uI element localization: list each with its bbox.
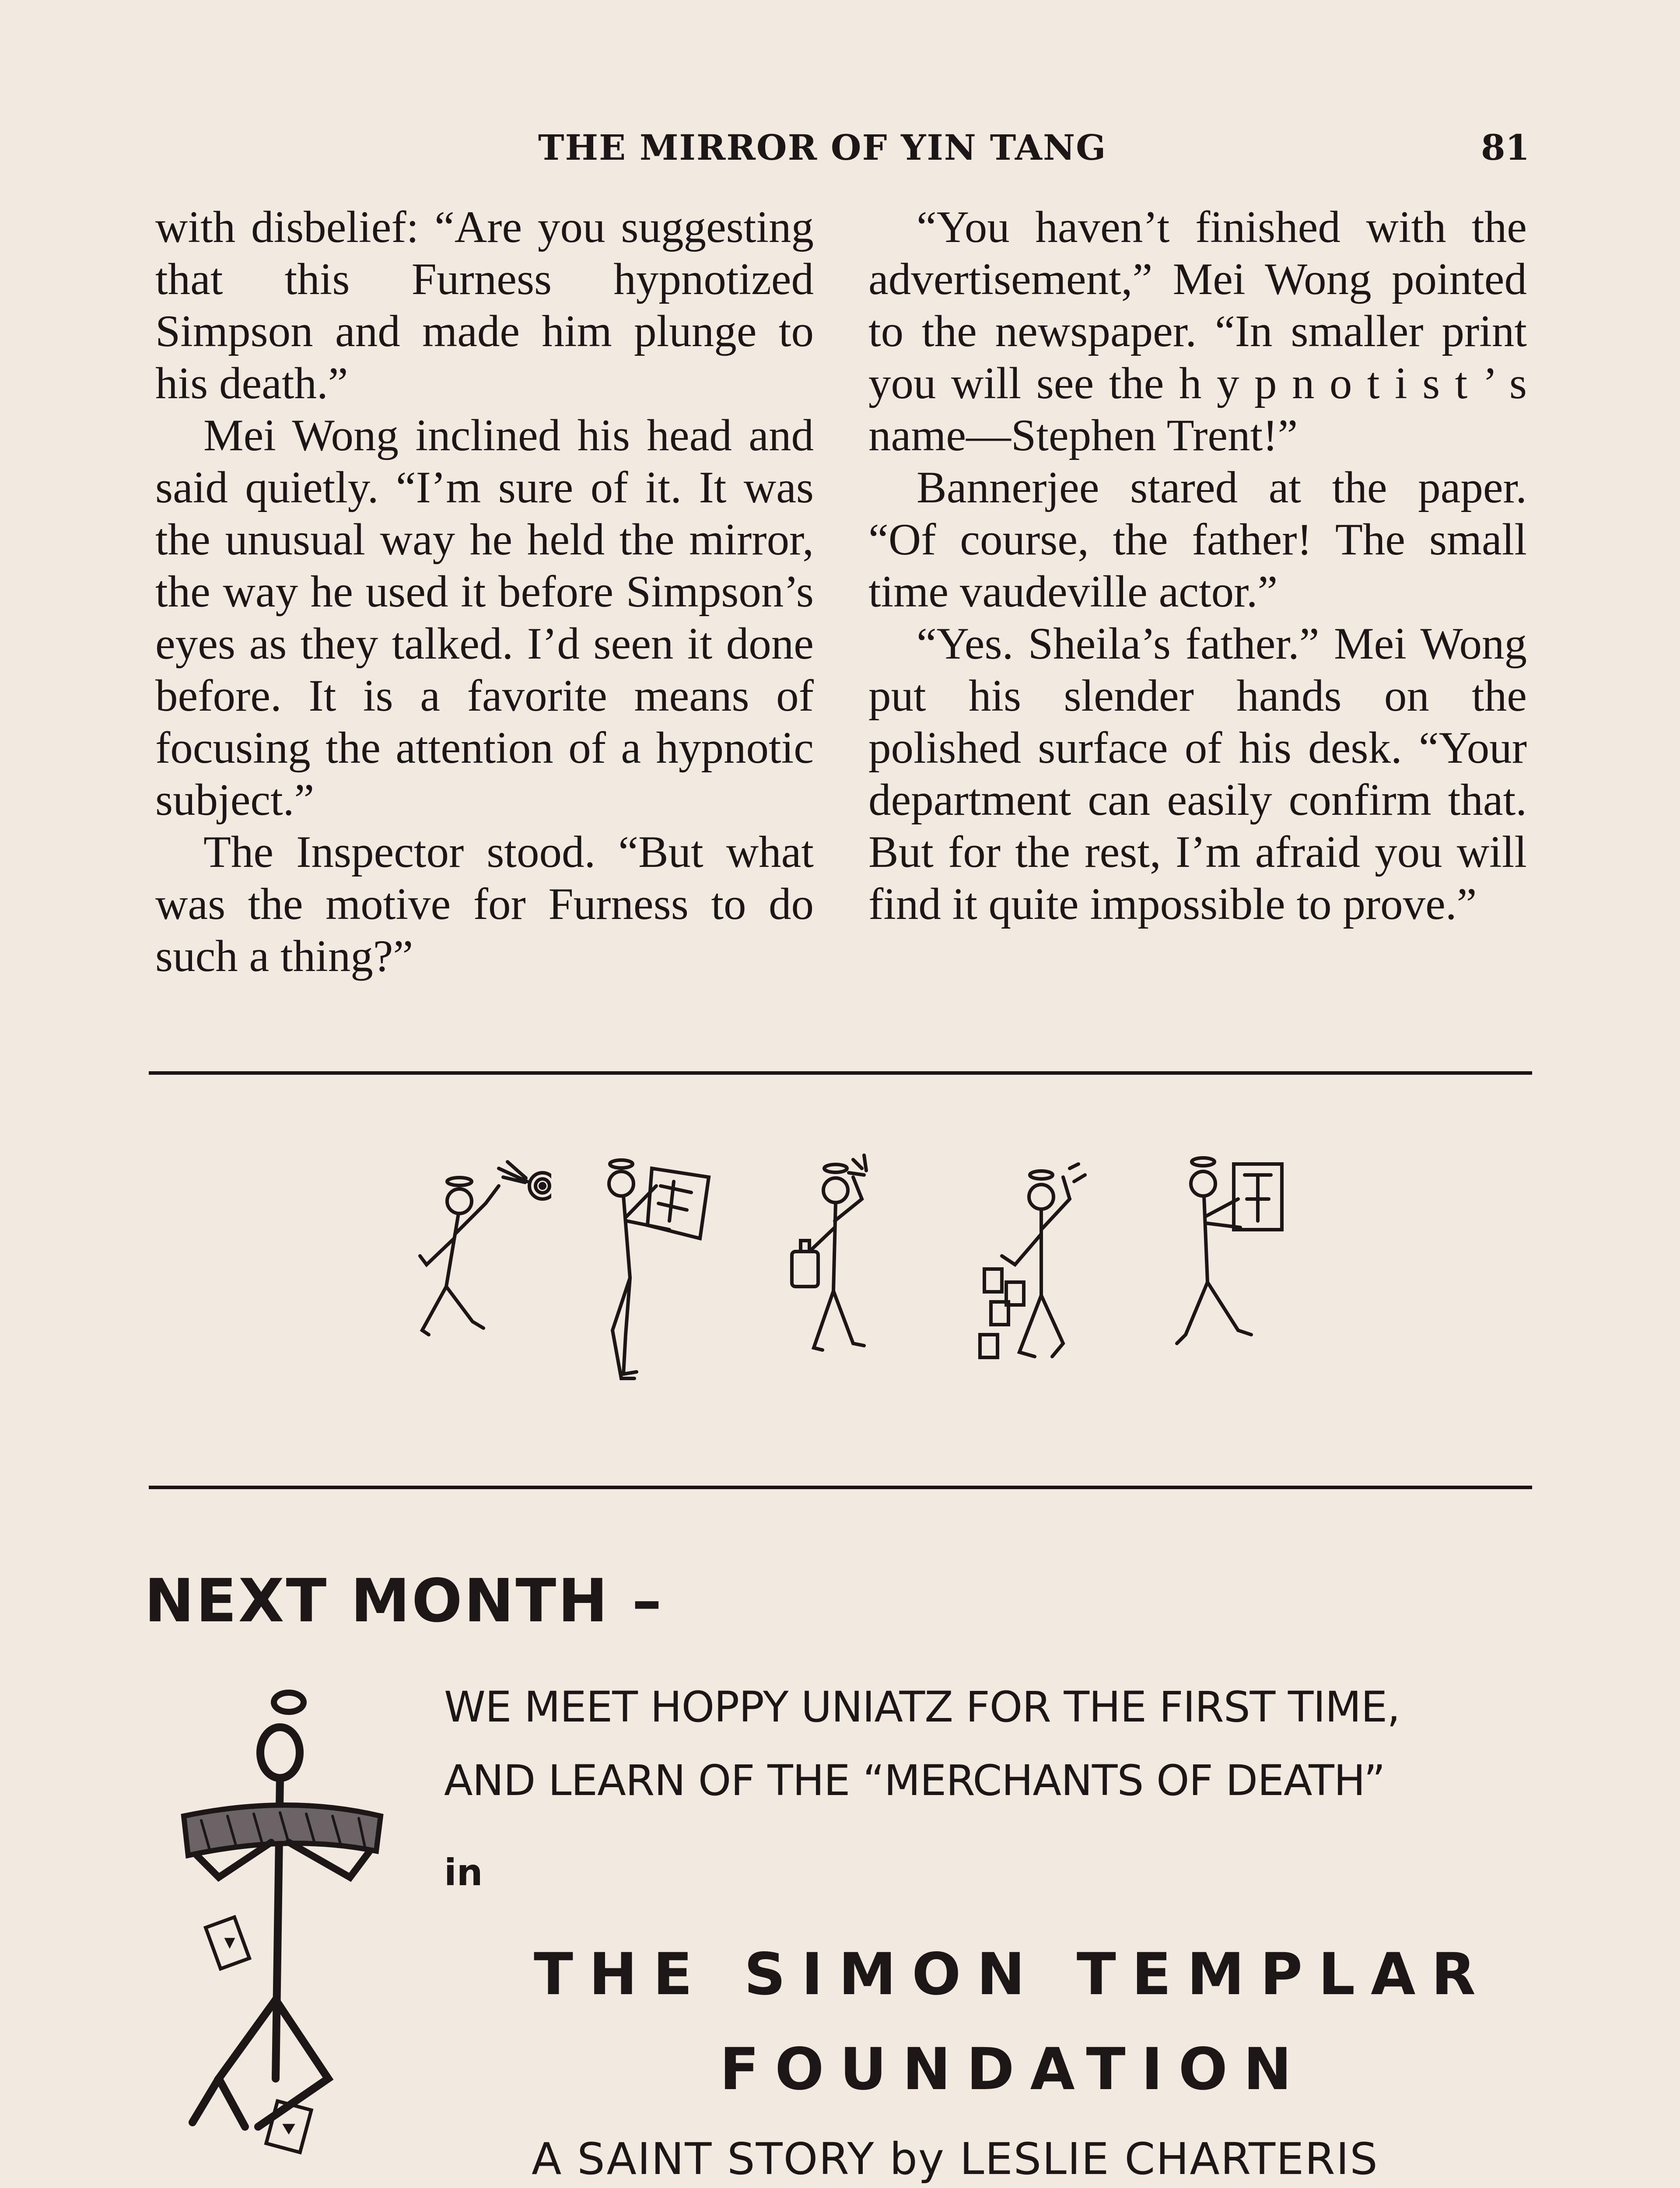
paragraph: “Yes. Sheila’s father.” Mei Wong put his slender hands on the polished surface of his desk. “Your department can easily confirm that. But for the rest, I’m afraid you will find it quite impossible to prove.” [868, 619, 1527, 929]
text-column-left [155, 201, 814, 982]
paragraph: Mei Wong inclined his head and said quietly. “I’m sure of it. It was the unusual way he held the mirror, the way he used it before Simpson’s eyes as they talked. I’d seen it done before. It is a favorite means of focusing the attention of a hypnotic subject.” [155, 410, 814, 825]
story-title: FOUNDATION [720, 2036, 1308, 2103]
saint-figure-with-bottle-icon [788, 1151, 928, 1396]
divider-rule [149, 1486, 1532, 1489]
saint-figure-dropping-cards-icon [976, 1151, 1116, 1396]
saint-figure-throwing-dart-icon [411, 1151, 551, 1396]
running-title: THE MIRROR OF YIN TANG [538, 127, 1107, 168]
story-title: THE SIMON TEMPLAR [534, 1941, 1492, 2008]
promo-in: in [444, 1851, 483, 1894]
promo-line: AND LEARN OF THE “MERCHANTS OF DEATH” [444, 1756, 1385, 1805]
divider-rule [149, 1071, 1532, 1075]
paragraph: Bannerjee stared at the paper. “Of course, the father! The small time vaudeville actor.” [868, 463, 1527, 617]
promo-line: WE MEET HOPPY UNIATZ FOR THE FIRST TIME, [444, 1683, 1400, 1732]
next-month-heading: NEXT MONTH – [144, 1567, 664, 1636]
saint-figures-row [411, 1151, 1343, 1396]
text-column-right [868, 201, 1527, 930]
byline: A SAINT STORY by LESLIE CHARTERIS [532, 2133, 1379, 2184]
paragraph: “You haven’t finished with the advertisement,” Mei Wong pointed to the newspaper. “In smaller print you will see the h y p n o t i s t ’ s name—Stephen Trent!” [868, 202, 1527, 460]
saint-figure-reading-map-icon [599, 1151, 739, 1396]
paragraph: with disbelief: “Are you suggesting that this Furness hypnotized Simpson and made him plunge to his death.” [155, 202, 814, 408]
paragraph: The Inspector stood. “But what was the motive for Furness to do such a thing?” [155, 827, 814, 981]
saint-figure-with-poster-icon [1164, 1151, 1304, 1396]
page-number: 81 [1481, 127, 1530, 168]
saint-figure-with-accordion-icon [171, 1685, 398, 2179]
